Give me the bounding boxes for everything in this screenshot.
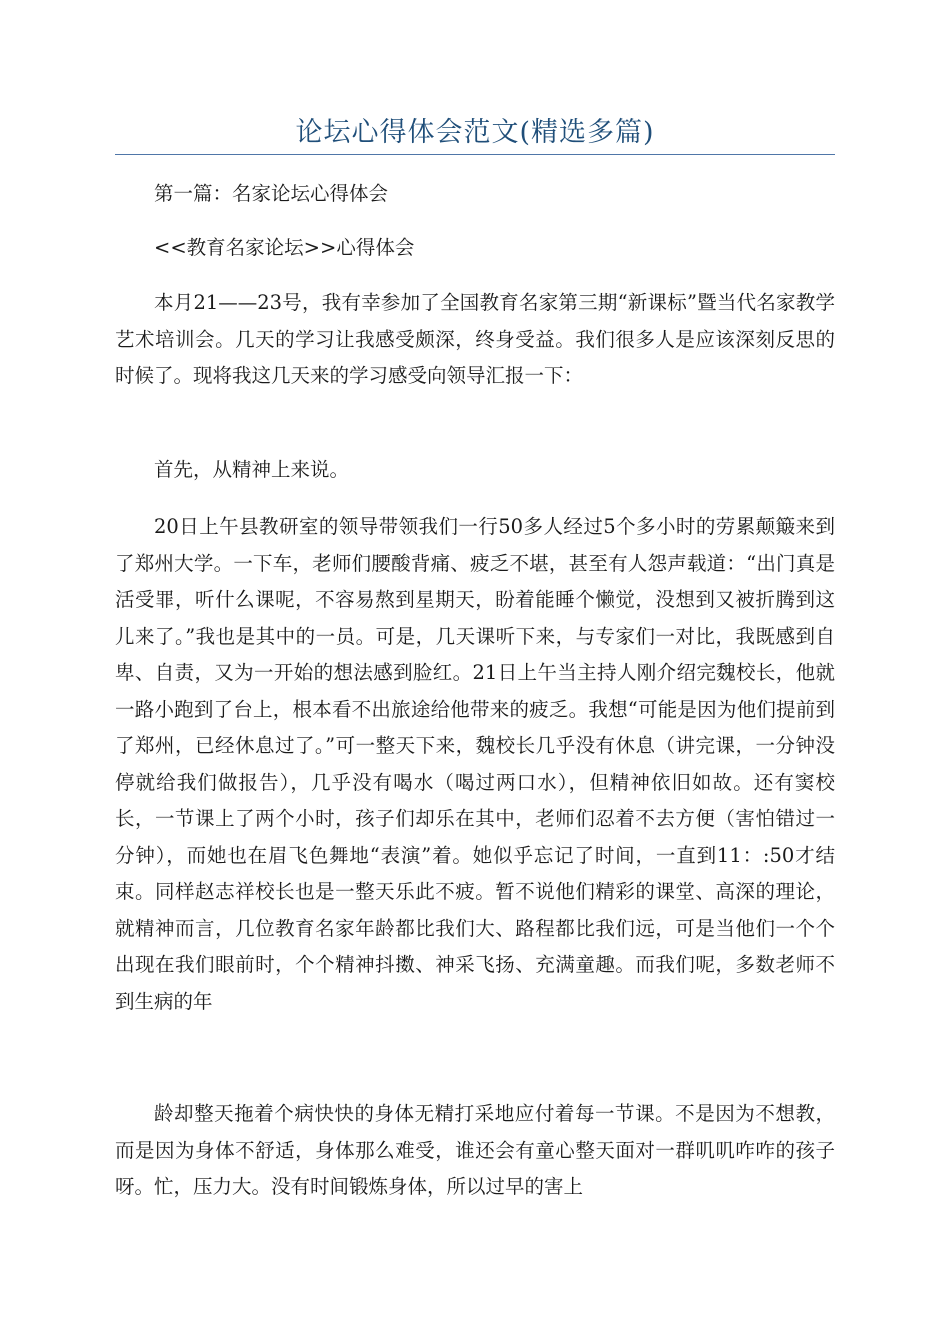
body-paragraph: 首先，从精神上来说。 xyxy=(154,458,350,481)
document-title: 论坛心得体会范文(精选多篇) xyxy=(295,117,655,148)
title-underline xyxy=(115,154,835,155)
body-paragraph: 本月21——23号，我有幸参加了全国教育名家第三期“新课标”暨当代名家教学艺术培训会。几天的学习让我感受颇深，终身受益。我们很多人是应该深刻反思的时候了。现将我这几天来的学习感受向领导汇报一下： xyxy=(115,291,835,387)
subheading: <<教育名家论坛>>心得体会 xyxy=(154,236,415,259)
body-paragraph: 20日上午县教研室的领导带领我们一行50多人经过5个多小时的劳累颠簸来到了郑州大学。一下车，老师们腰酸背痛、疲乏不堪，甚至有人怨声载道：“出门真是活受罪，听什么课呢，不容易熬到星期天，盼着能睡个懒觉，没想到又被折腾到这儿来了。”我也是其中的一员。可是，几天课听下来，与专家们一对比，我既感到自卑、自责，又为一开始的想法感到脸红。21日上午当主持人刚介绍完魏校长，他就一路小跑到了台上，根本看不出旅途给他带来的疲乏。我想“可能是因为他们提前到了郑州，已经休息过了。”可一整天下来，魏校长几乎没有休息（讲完课，一分钟没停就给我们做报告），几乎没有喝水（喝过两口水），但精神依旧如故。还有窦校长，一节课上了两个小时，孩子们却乐在其中，老师们忍着不去方便（害怕错过一分钟），而她也在眉飞色舞地“表演”着。她似乎忘记了时间，一直到11：:50才结束。同样赵志祥校长也是一整天乐此不疲。暂不说他们精彩的课堂、高深的理论，就精神而言，几位教育名家年龄都比我们大、路程都比我们远，可是当他们一个个出现在我们眼前时，个个精神抖擞、神采飞扬、充满童趣。而我们呢，多数老师不到生病的年 xyxy=(115,515,835,1013)
body-paragraph: 龄却整天拖着个病快快的身体无精打采地应付着每一节课。不是因为不想教，而是因为身体不舒适，身体那么难受，谁还会有童心整天面对一群叽叽咋咋的孩子呀。忙，压力大。没有时间锻炼身体，所以过早的害上 xyxy=(115,1102,835,1198)
section-heading: 第一篇：名家论坛心得体会 xyxy=(154,182,389,205)
